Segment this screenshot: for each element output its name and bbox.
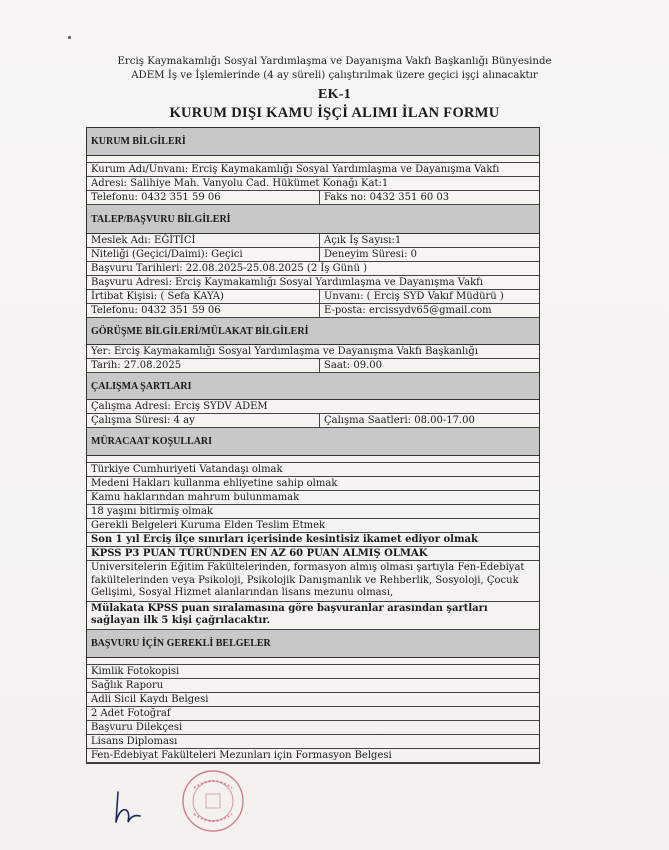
document-item bbox=[87, 665, 539, 679]
institution-name-row bbox=[87, 163, 539, 177]
application-dates: Başvuru Tarihleri: 22.08.2025-25.08.2025 (2 İş Günü ) bbox=[91, 263, 368, 274]
document-item bbox=[87, 679, 539, 693]
contact-email: E-posta: ercissydv65@gmail.com bbox=[324, 305, 492, 316]
institution-contact-row bbox=[87, 191, 539, 205]
document-item bbox=[87, 707, 539, 721]
contact-details-row bbox=[87, 304, 539, 318]
requirement-item-education bbox=[87, 561, 539, 602]
annex-label: EK-1 bbox=[317, 87, 352, 102]
requirement-item bbox=[87, 491, 539, 505]
interview-place-row bbox=[87, 345, 539, 359]
section-heading-work-conditions: ÇALIŞMA ŞARTLARI bbox=[87, 373, 539, 400]
document-text: Sağlık Raporu bbox=[91, 679, 164, 691]
document-item bbox=[87, 693, 539, 707]
spacer bbox=[87, 456, 539, 463]
document-header bbox=[0, 55, 669, 122]
contact-phone: Telefonu: 0432 351 59 06 bbox=[87, 304, 320, 317]
nature-row bbox=[87, 248, 539, 262]
job-row bbox=[87, 234, 539, 248]
section-heading-institution: KURUM BİLGİLERİ bbox=[87, 128, 539, 156]
interview-date: Tarih: 27.08.2025 bbox=[87, 359, 320, 372]
work-hours: Çalışma Saatleri: 08.00-17.00 bbox=[324, 415, 475, 426]
requirement-text: Son 1 yıl Erciş ilçe sınırları içerisinde kesintisiz ikamet ediyor olmak bbox=[91, 534, 478, 545]
intro-line-2: ADEM İş ve İşlemlerinde (4 ay süreli) çalıştırılmak üzere geçici işçi alınacaktır bbox=[131, 70, 538, 81]
institution-fax: Faks no: 0432 351 60 03 bbox=[324, 192, 450, 203]
margin-dot bbox=[68, 36, 71, 39]
job-nature: Niteliği (Geçici/Daimi): Geçici bbox=[87, 248, 320, 261]
document-item bbox=[87, 735, 539, 749]
document-item bbox=[87, 721, 539, 735]
document-text: Adli Sicil Kaydı Belgesi bbox=[91, 693, 209, 705]
section-heading-documents: BAŞVURU İÇİN GEREKLİ BELGELER bbox=[87, 630, 539, 658]
document-text: 2 Adet Fotoğraf bbox=[91, 707, 171, 719]
requirement-text: Türkiye Cumhuriyeti Vatandaşı olmak bbox=[91, 464, 283, 475]
requirement-item-kpss bbox=[87, 547, 539, 561]
document-item bbox=[87, 749, 539, 763]
interview-hour: Saat: 09.00 bbox=[324, 360, 382, 371]
contact-person: İrtibat Kişisi: ( Sefa KAYA) bbox=[87, 290, 320, 303]
application-address-row bbox=[87, 276, 539, 290]
requirement-text: 18 yaşını bitirmiş olmak bbox=[91, 506, 213, 517]
section-heading-request: TALEP/BAŞVURU BİLGİLERİ bbox=[87, 205, 539, 234]
work-duration-row bbox=[87, 414, 539, 428]
requirement-item bbox=[87, 519, 539, 533]
spacer bbox=[87, 658, 539, 665]
work-duration: Çalışma Süresi: 4 ay bbox=[87, 414, 320, 427]
requirement-text: Mülakata KPSS puan sıralamasına göre başvuranlar arasından şartları sağlayan ilk 5 kişi çağrılacaktır. bbox=[91, 602, 488, 626]
requirement-text: KPSS P3 PUAN TÜRÜNDEN EN AZ 60 PUAN ALMIŞ OLMAK bbox=[91, 548, 428, 559]
document-text: Fen-Edebiyat Fakülteleri Mezunları için Formasyon Belgesi bbox=[91, 749, 392, 761]
experience-duration: Deneyim Süresi: 0 bbox=[324, 249, 418, 260]
requirement-text: Üniversitelerin Eğitim Fakültelerinden, formasyon almış olması şartıyla Fen-Edebiyat fakültelerinden veya Psikoloji, Psikolojik Danışmanlık ve Rehberlik, Sosyoloji, Çocuk Gelişimi, Sosyal Hizmet alanlarından lisans mezunu olması, bbox=[91, 562, 525, 598]
institution-address-row bbox=[87, 177, 539, 191]
work-address: Çalışma Adresi: Erciş SYDV ADEM bbox=[91, 401, 268, 412]
institution-address: Adresi: Salihiye Mah. Vanyolu Cad. Hükümet Konağı Kat:1 bbox=[91, 178, 389, 189]
document-text: Kimlik Fotokopisi bbox=[91, 665, 180, 677]
official-stamp-icon bbox=[180, 768, 246, 834]
requirement-item bbox=[87, 463, 539, 477]
requirement-text: Kamu haklarından mahrum bulunmamak bbox=[91, 492, 300, 503]
requirement-item-residence bbox=[87, 533, 539, 547]
document-text: Lisans Diploması bbox=[91, 735, 178, 747]
spacer bbox=[87, 156, 539, 163]
requirement-item bbox=[87, 505, 539, 519]
section-heading-requirements: MÜRACAAT KOŞULLARI bbox=[87, 428, 539, 456]
form-title: KURUM DIŞI KAMU İŞÇİ ALIMI İLAN FORMU bbox=[169, 105, 500, 121]
document-text: Başvuru Dilekçesi bbox=[91, 721, 183, 733]
interview-place: Yer: Erciş Kaymakamlığı Sosyal Yardımlaşma ve Dayanışma Vakfı Başkanlığı bbox=[91, 346, 478, 357]
requirement-item-interview-call bbox=[87, 602, 539, 630]
application-address: Başvuru Adresi: Erciş Kaymakamlığı Sosyal Yardımlaşma ve Dayanışma Vakfı bbox=[91, 277, 484, 288]
section-heading-interview: GÖRÜŞME BİLGİLERİ/MÜLAKAT BİLGİLERİ bbox=[87, 318, 539, 345]
job-title: Meslek Adı: EĞİTİCİ bbox=[87, 234, 320, 247]
requirement-text: Medeni Hakları kullanma ehliyetine sahip olmak bbox=[91, 478, 338, 489]
contact-person-row bbox=[87, 290, 539, 304]
interview-time-row bbox=[87, 359, 539, 373]
application-dates-row bbox=[87, 262, 539, 276]
institution-name: Kurum Adı/Unvanı: Erciş Kaymakamlığı Sosyal Yardımlaşma ve Dayanışma Vakfı bbox=[91, 164, 500, 175]
work-address-row bbox=[87, 400, 539, 414]
handwritten-signature bbox=[110, 788, 150, 828]
open-positions: Açık İş Sayısı:1 bbox=[324, 235, 402, 246]
announcement-form bbox=[86, 127, 540, 764]
contact-title: Unvanı: ( Erciş SYD Vakıf Müdürü ) bbox=[324, 291, 504, 302]
requirement-text: Gerekli Belgeleri Kuruma Elden Teslim Etmek bbox=[91, 520, 326, 531]
institution-phone: Telefonu: 0432 351 59 06 bbox=[87, 191, 320, 204]
intro-line-1: Erciş Kaymakamlığı Sosyal Yardımlaşma ve Dayanışma Vakfı Başkanlığı Bünyesinde bbox=[117, 56, 552, 67]
requirement-item bbox=[87, 477, 539, 491]
